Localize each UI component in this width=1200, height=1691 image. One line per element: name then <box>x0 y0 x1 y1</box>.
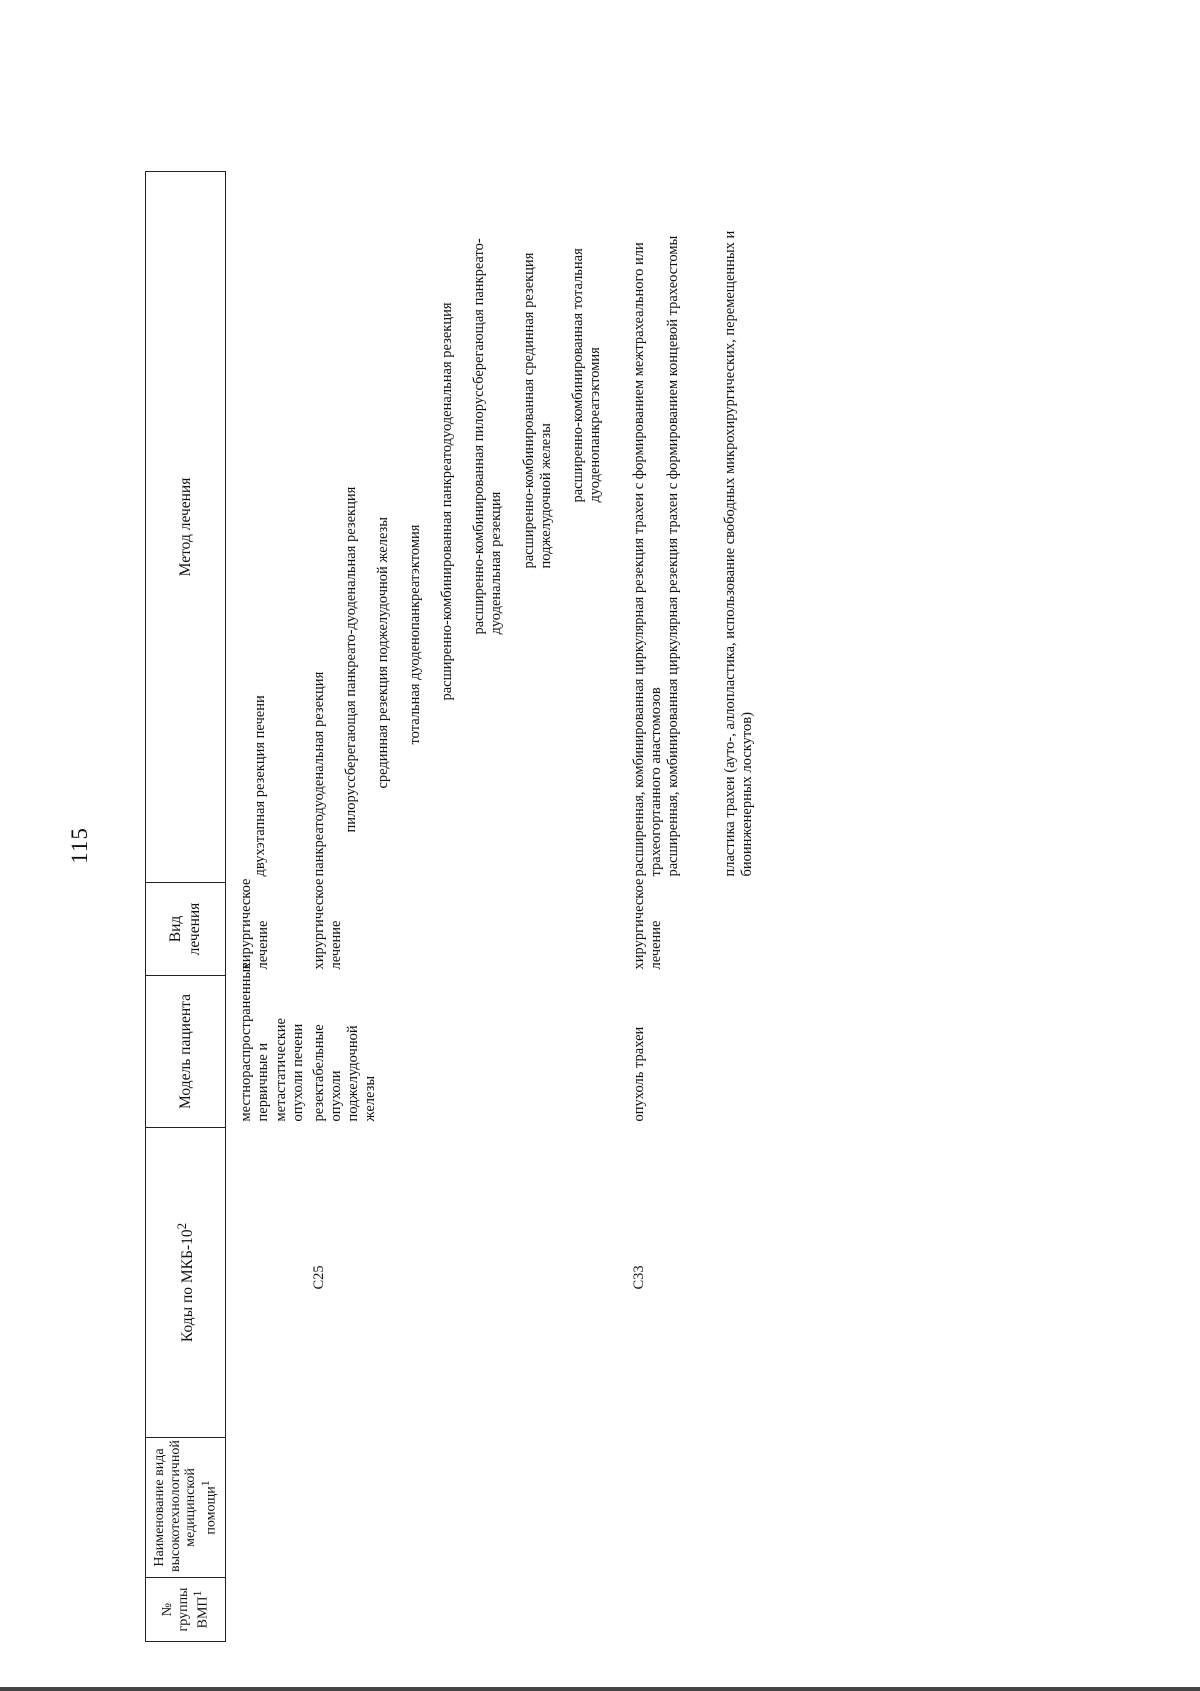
cell-group-number <box>307 1578 619 1642</box>
table-header-row <box>146 172 226 1642</box>
header-treatment-method: Метод лечения <box>146 172 226 883</box>
header-group-number <box>146 1578 226 1642</box>
header-patient-model: Модель пациента <box>146 976 226 1128</box>
header-group-number-footnote: 1 <box>191 1590 205 1597</box>
header-group-number-line1: № <box>159 1602 175 1617</box>
method-item: расширенно-комбинированная пилоруссберегающая панкреато-дуоденальная резекция <box>471 238 505 635</box>
cell-care-name <box>307 1438 619 1578</box>
cell-treatment-method <box>307 172 619 883</box>
method-item: панкреатодуоденальная резекция <box>310 671 327 877</box>
header-care-name-footnote: 1 <box>199 1480 213 1487</box>
method-item: срединная резекция поджелудочной железы <box>375 516 391 789</box>
method-item: расширенно-комбинированная панкреатодуоденальная резекция <box>439 302 456 701</box>
cell-patient-model: местнораспространенные первичные и метастатические опухоли печени <box>238 962 306 1122</box>
cell-icd-code <box>226 1128 307 1438</box>
method-item: пилоруссберегающая панкреато-дуоденальная резекция <box>342 486 359 833</box>
header-care-name <box>146 1438 226 1578</box>
cell-care-name <box>619 1438 757 1578</box>
cell-group-number <box>619 1578 757 1642</box>
header-care-name-line1: Наименование вида <box>152 1448 167 1567</box>
method-item: пластика трахеи (ауто-, аллопластика, использование свободных микрохирургических, перемещенных и биоинженерных лоскутов) <box>722 230 756 877</box>
header-icd-codes-footnote: 2 <box>173 1222 189 1230</box>
method-item: расширенно-комбинированная тотальная дуоденопанкреатэктомия <box>569 248 603 503</box>
cell-icd-code: C25 <box>310 1265 327 1290</box>
method-list <box>238 178 269 877</box>
method-list <box>631 178 757 877</box>
cell-group-number <box>226 1578 307 1642</box>
method-item: тотальная дуоденопанкреатэктомия <box>407 524 424 745</box>
header-treatment-kind: Вид лечения <box>146 883 226 976</box>
header-group-number-line2: группы <box>175 1587 191 1632</box>
method-item: расширенная, комбинированная циркулярная резекция трахеи с формированием межтрахеального или трахеогортанного анастомозов <box>630 242 665 877</box>
cell-icd-code: C33 <box>630 1265 647 1290</box>
method-item: расширенно-комбинированная срединная резекция поджелудочной железы <box>520 252 554 569</box>
table-row <box>619 172 757 1642</box>
cell-treatment-method <box>226 172 307 883</box>
cell-patient-model: опухоль трахеи <box>630 1026 647 1122</box>
page-edge-rule <box>0 1687 1200 1691</box>
table-row <box>307 172 619 1642</box>
header-icd-codes-label: Коды по МКБ-10 <box>179 1229 197 1343</box>
cell-treatment-kind: хирургическое лечение <box>238 878 272 970</box>
vmp-table <box>145 171 757 1642</box>
table-row <box>226 172 307 1642</box>
cell-care-name <box>226 1438 307 1578</box>
header-group-number-line3: ВМП <box>195 1596 211 1629</box>
cell-treatment-kind: хирургическое лечение <box>310 878 344 970</box>
header-care-name-line3: медицинской помощи <box>183 1468 219 1547</box>
method-item: двухэтапная резекция печени <box>252 695 269 877</box>
header-care-name-line2: высокотехнологичной <box>167 1440 183 1572</box>
method-item: расширенная, комбинированная циркулярная резекция трахеи с формированием концевой трахеостомы <box>665 235 682 877</box>
cell-patient-model: резектабельные опухоли поджелудочной железы <box>310 1024 379 1122</box>
cell-treatment-kind: хирургическое лечение <box>630 878 665 970</box>
cell-treatment-method <box>619 172 757 883</box>
header-icd-codes <box>146 1128 226 1438</box>
method-list <box>311 178 604 877</box>
page-number: 115 <box>67 827 92 864</box>
